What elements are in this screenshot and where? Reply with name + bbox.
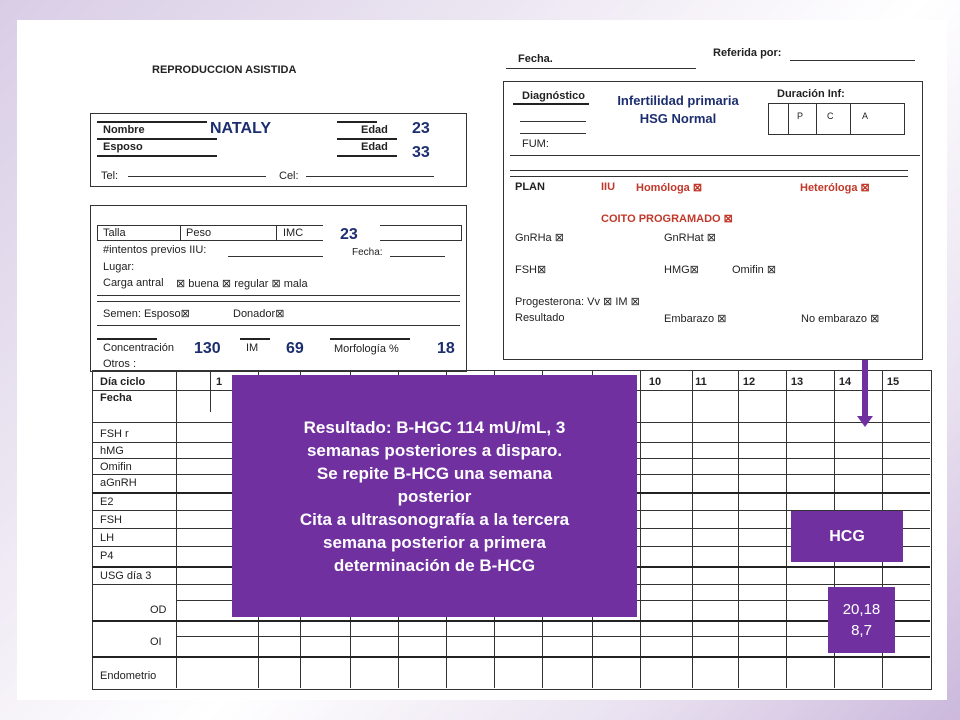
tel-rule xyxy=(128,176,266,177)
duracion-label: Duración Inf: xyxy=(777,88,845,100)
day-col-sep-j xyxy=(692,370,693,688)
edad-value: 23 xyxy=(412,120,430,137)
concentracion-label: Concentración xyxy=(103,342,174,354)
homologa-label: Homóloga ⊠ xyxy=(636,182,703,194)
no-embarazo-label: No embarazo ⊠ xyxy=(801,313,880,325)
nombre-value: NATALY xyxy=(210,120,272,137)
day-13: 13 xyxy=(790,376,804,388)
fecha-left-rule xyxy=(390,256,445,257)
coito-label: COITO PROGRAMADO ⊠ xyxy=(601,213,733,225)
callout-line-2: semanas posteriores a disparo. xyxy=(306,440,563,460)
gpca-sep-3 xyxy=(850,103,851,134)
callout-line-5: Cita a ultrasonografía a la tercera xyxy=(299,509,570,529)
gpca-c: C xyxy=(827,111,834,121)
morfologia-label: Morfología % xyxy=(334,343,399,355)
day-col-sep-k xyxy=(738,370,739,688)
cel-rule xyxy=(306,176,434,177)
cel-label: Cel: xyxy=(279,170,299,182)
morfologia-value: 18 xyxy=(437,340,455,357)
peso-label: Peso xyxy=(186,227,212,239)
carga-options: ⊠ buena ⊠ regular ⊠ mala xyxy=(176,278,308,290)
fecha-right-label: Fecha. xyxy=(518,53,553,65)
im-top-rule xyxy=(240,338,270,340)
fum-rule xyxy=(510,170,908,171)
row-endometrio: Endometrio xyxy=(100,670,157,682)
edad-esposo-label: Edad xyxy=(361,141,388,153)
gnrhat-label: GnRHat ⊠ xyxy=(664,232,717,244)
intentos-label: #intentos previos IIU: xyxy=(103,244,207,256)
hcg-label: HCG xyxy=(829,527,865,545)
talla-label: Talla xyxy=(103,227,126,239)
otros-label: Otros : xyxy=(103,358,137,370)
imc-value: 23 xyxy=(340,226,358,243)
row-e2: E2 xyxy=(100,496,114,508)
carga-rule xyxy=(97,295,460,296)
label-col-sep xyxy=(176,370,177,688)
callout-line-7: determinación de B-HCG xyxy=(333,555,536,575)
follicle-result-box xyxy=(828,587,895,653)
nombre-rule xyxy=(97,138,217,140)
callout-line-6: semana posterior a primera xyxy=(323,532,546,552)
fum-label: FUM: xyxy=(522,138,549,150)
follicle-result-line-1: 20,18 xyxy=(842,601,881,618)
diag-rule-2 xyxy=(520,121,586,122)
row-dia-ciclo: Día ciclo xyxy=(100,376,146,388)
donador-label: Donador⊠ xyxy=(233,308,285,320)
form-title: REPRODUCCION ASISTIDA xyxy=(152,64,297,76)
peso-sep xyxy=(276,225,277,240)
day-col-sep-l xyxy=(786,370,787,688)
heterologa-label: Heteróloga ⊠ xyxy=(800,182,870,194)
lugar-label: Lugar: xyxy=(103,261,135,273)
intentos-rule xyxy=(228,256,323,257)
row-hmg: hMG xyxy=(100,445,124,457)
imc-label: IMC xyxy=(283,227,304,239)
hcg-label-box xyxy=(791,511,903,562)
day-14: 14 xyxy=(838,376,852,388)
nombre-label: Nombre xyxy=(103,124,145,136)
gnrha-label: GnRHa ⊠ xyxy=(515,232,564,244)
carga-rule-2 xyxy=(97,301,460,302)
gpca-a: A xyxy=(862,111,869,121)
embarazo-label: Embarazo ⊠ xyxy=(664,313,727,325)
talla-row xyxy=(97,225,462,241)
result-callout xyxy=(232,375,637,617)
hmg-label: HMG⊠ xyxy=(664,264,699,276)
referida-label: Referida por: xyxy=(713,47,782,59)
gpca-p: P xyxy=(797,111,804,121)
concentracion-value: 130 xyxy=(194,340,221,357)
patient-top-rule xyxy=(97,121,207,123)
row-lh: LH xyxy=(100,532,115,544)
edad-rule xyxy=(337,138,397,140)
diagnostico-value-1: Infertilidad primaria xyxy=(617,93,739,108)
semen-label: Semen: Esposo⊠ xyxy=(103,308,190,320)
day-11: 11 xyxy=(695,376,707,388)
fecha-right-rule xyxy=(506,68,696,69)
edad2-rule xyxy=(337,155,397,157)
row-omifin: Omifin xyxy=(100,461,132,473)
day-1: 1 xyxy=(215,376,223,388)
follicle-result-line-2: 8,7 xyxy=(851,622,872,639)
row-sep-13 xyxy=(92,620,930,622)
diagnostico-value-2: HSG Normal xyxy=(639,111,717,126)
callout-line-1: Resultado: B-HGC 114 mU/mL, 3 xyxy=(303,417,566,437)
fecha-left-label: Fecha: xyxy=(352,247,383,258)
row-fsh-r: FSH r xyxy=(100,428,129,440)
plan-top-rule xyxy=(510,176,908,177)
edad-top-rule xyxy=(337,121,377,123)
row-sep-15 xyxy=(92,656,930,658)
diag-rule-3 xyxy=(520,133,586,134)
row-fsh: FSH xyxy=(100,514,122,526)
iiu-label: IIU xyxy=(601,181,616,193)
im-label: IM xyxy=(246,342,259,354)
gpca-sep-2 xyxy=(816,103,817,134)
edad-label: Edad xyxy=(361,124,388,136)
day-10: 10 xyxy=(648,376,662,388)
tel-label: Tel: xyxy=(101,170,119,182)
arrow-down-icon xyxy=(857,416,873,427)
diagnostico-values xyxy=(590,92,766,128)
esposo-label: Esposo xyxy=(103,141,143,153)
row-od: OD xyxy=(150,604,167,616)
row-sep-14 xyxy=(176,636,930,637)
day-15: 15 xyxy=(886,376,900,388)
diag-rule xyxy=(513,103,589,105)
edad-esposo-value: 33 xyxy=(412,144,430,161)
referida-rule xyxy=(790,60,915,61)
talla-sep xyxy=(180,225,181,240)
fsh-label: FSH⊠ xyxy=(515,264,547,276)
plan-label: PLAN xyxy=(515,181,545,193)
semen-rule xyxy=(97,325,460,326)
day-12: 12 xyxy=(742,376,756,388)
row-fecha: Fecha xyxy=(100,392,132,404)
day-col-sep-i xyxy=(640,370,641,688)
diagnostico-label: Diagnóstico xyxy=(522,90,585,102)
row-p4: P4 xyxy=(100,550,114,562)
arrow-shaft xyxy=(862,360,868,418)
row-usg: USG día 3 xyxy=(100,570,152,582)
callout-line-4: posterior xyxy=(397,486,472,506)
callout-line-3: Se repite B-HCG una semana xyxy=(316,463,553,483)
esposo-rule xyxy=(97,155,217,157)
omifin-label: Omifin ⊠ xyxy=(732,264,777,276)
row-oi: OI xyxy=(150,636,162,648)
morf-top-rule xyxy=(330,338,410,340)
conc-top-rule xyxy=(97,338,157,340)
im-value: 69 xyxy=(286,340,304,357)
row-agnrh: aGnRH xyxy=(100,477,137,489)
resultado-label: Resultado xyxy=(515,312,565,324)
gpca-sep-1 xyxy=(788,103,789,134)
progesterona-label: Progesterona: Vv ⊠ IM ⊠ xyxy=(515,296,640,308)
carga-label: Carga antral xyxy=(103,277,164,289)
